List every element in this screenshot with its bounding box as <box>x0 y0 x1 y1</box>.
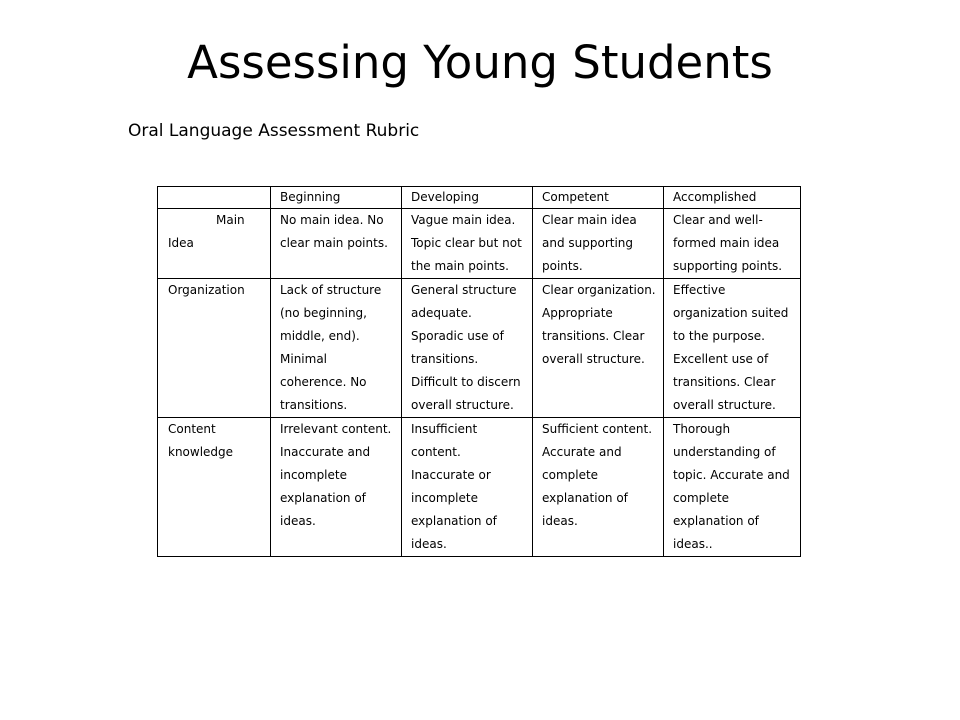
table-cell: Clear main idea and supporting points. <box>533 209 664 279</box>
header-beginning: Beginning <box>271 187 402 209</box>
header-developing: Developing <box>402 187 533 209</box>
table-cell: Sufficient content. Accurate and complete explanation of ideas. <box>533 418 664 557</box>
table-cell: Lack of structure (no beginning, middle, end). Minimal coherence. No transitions. <box>271 279 402 418</box>
header-accomplished: Accomplished <box>664 187 801 209</box>
table-cell: General structure adequate. Sporadic use of transitions. Difficult to discern overall structure. <box>402 279 533 418</box>
header-corner-cell <box>158 187 271 209</box>
criterion-content-knowledge: Content knowledge <box>158 418 271 557</box>
table-cell: No main idea. No clear main points. <box>271 209 402 279</box>
slide-title: Assessing Young Students <box>187 36 773 89</box>
criterion-organization: Organization <box>158 279 271 418</box>
header-competent: Competent <box>533 187 664 209</box>
table-cell: Irrelevant content. Inaccurate and incomplete explanation of ideas. <box>271 418 402 557</box>
table-cell: Clear and well-formed main idea supporting points. <box>664 209 801 279</box>
table-cell: Insufficient content. Inaccurate or incomplete explanation of ideas. <box>402 418 533 557</box>
table-cell: Effective organization suited to the purpose. Excellent use of transitions. Clear overall structure. <box>664 279 801 418</box>
criterion-main-idea: Main Idea <box>158 209 271 279</box>
table-row <box>158 418 801 557</box>
table-cell: Clear organization. Appropriate transitions. Clear overall structure. <box>533 279 664 418</box>
rubric-subtitle: Oral Language Assessment Rubric <box>128 121 420 141</box>
table-row <box>158 209 801 279</box>
rubric-table <box>157 186 801 557</box>
table-cell: Thorough understanding of topic. Accurate and complete explanation of ideas.. <box>664 418 801 557</box>
rubric-header-row <box>158 187 801 209</box>
table-cell: Vague main idea. Topic clear but not the main points. <box>402 209 533 279</box>
table-row <box>158 279 801 418</box>
